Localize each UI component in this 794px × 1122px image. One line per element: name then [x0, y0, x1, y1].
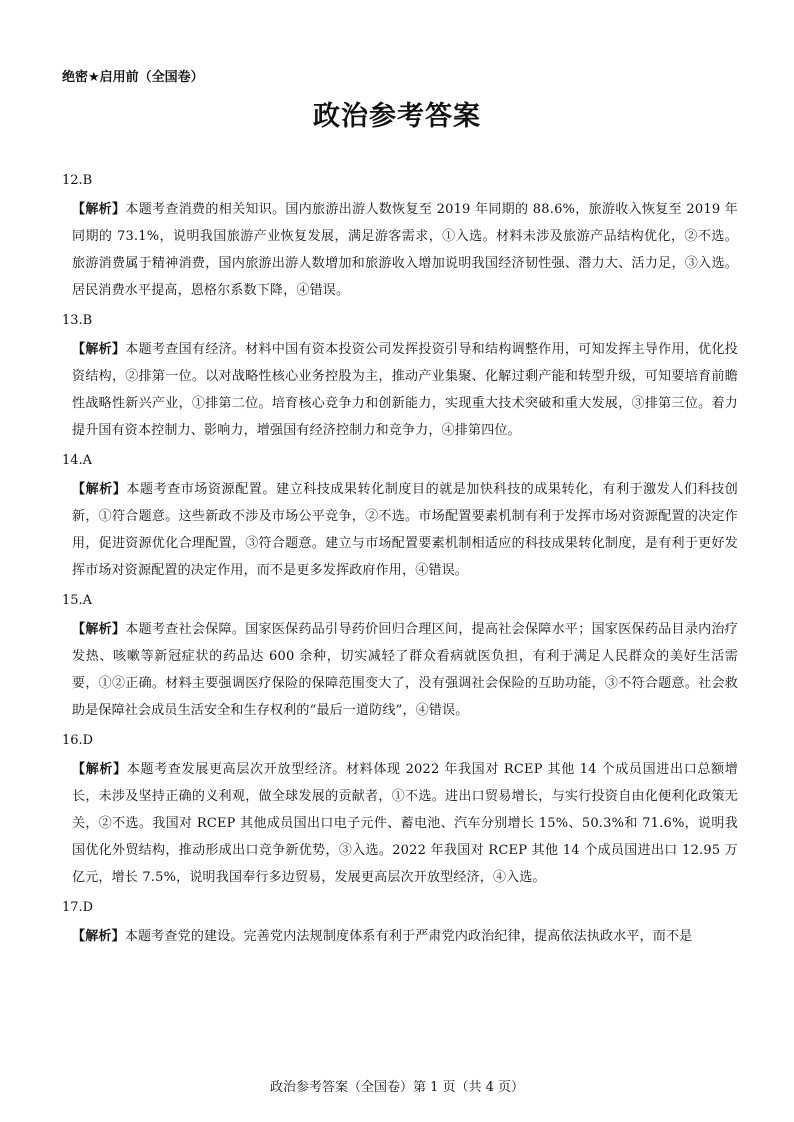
analysis-tag: 【解析】 [72, 929, 125, 944]
question-number: 12.B [62, 173, 93, 188]
analysis-text: 本题考查社会保障。国家医保药品引导药价回归合理区间，提高社会保障水平；国家医保药品目录内治疗发热、咳嗽等新冠症状的药品达 600 余种，切实减轻了群众看病就医负担，有利于满足人民群众的美好生活需要，①②正确。材料主要强调医疗保险的保障范围变大了，没有强调社会保险的互助功能，③不符合题意。社会救助是保障社会成员生活安全和生存权利的“最后一道防线”，④错误。 [72, 622, 738, 718]
analysis-text: 本题考查发展更高层次开放型经济。材料体现 2022 年我国对 RCEP 其他 14 个成员国进出口总额增长，未涉及坚持正确的义利观，做全球发展的贡献者，①不选。进出口贸易增长，与实行投资自由化便利化政策无关，②不选。我国对 RCEP 其他成员国出口电子元件、蓄电池、汽车分别增长 15%、50.3%和 71.6%，说明我国优化外贸结构，推动形成出口竞争新优势，③入选。2022 年我国对 RCEP 其他 14 个成员国进出口 12.95 万亿元，增长 7.5%，说明我国奉行多边贸易，发展更高层次开放型经济，④入选。 [72, 762, 738, 885]
analysis-tag: 【解析】 [72, 762, 127, 777]
analysis-tag: 【解析】 [72, 622, 126, 637]
answers-body [62, 170, 738, 955]
question-number: 17.D [62, 900, 94, 915]
question-number: 16.D [62, 733, 94, 748]
confidential-label: 绝密★启用前（全国卷） [62, 70, 204, 85]
question-number: 14.A [62, 453, 93, 468]
analysis-paragraph [62, 616, 738, 724]
analysis-paragraph [62, 756, 738, 891]
analysis-paragraph [62, 923, 738, 950]
question-number: 15.A [62, 593, 93, 608]
analysis-tag: 【解析】 [72, 342, 126, 357]
analysis-tag: 【解析】 [72, 202, 126, 217]
page-footer: 政治参考答案（全国卷）第 1 页（共 4 页） [269, 1080, 525, 1095]
analysis-text: 本题考查市场资源配置。建立科技成果转化制度目的就是加快科技的成果转化，有利于激发人们科技创新，①符合题意。这些新政不涉及市场公平竞争，②不选。市场配置要素机制有利于发挥市场对资源配置的决定作用，促进资源优化合理配置，③符合题意。建立与市场配置要素机制相适应的科技成果转化制度，是有利于更好发挥市场对资源配置的决定作用，而不是更多发挥政府作用，④错误。 [72, 482, 738, 578]
analysis-text: 本题考查国有经济。材料中国有资本投资公司发挥投资引导和结构调整作用，可知发挥主导作用，优化投资结构，②排第一位。以对战略性核心业务控股为主，推动产业集聚、化解过剩产能和转型升级，可知要培育前瞻性战略性新兴产业，①排第二位。培育核心竞争力和创新能力，实现重大技术突破和重大发展，③排第三位。着力提升国有资本控制力、影响力，增强国有经济控制力和竞争力，④排第四位。 [72, 342, 738, 438]
analysis-paragraph [62, 196, 738, 304]
analysis-paragraph [62, 336, 738, 444]
analysis-text: 本题考查党的建设。完善党内法规制度体系有利于严肃党内政治纪律，提高依法执政水平，而不是 [124, 929, 693, 944]
question-number: 13.B [62, 313, 93, 328]
analysis-tag: 【解析】 [72, 482, 127, 497]
analysis-paragraph [62, 476, 738, 584]
analysis-text: 本题考查消费的相关知识。国内旅游出游人数恢复至 2019 年同期的 88.6%，旅游收入恢复至 2019 年同期的 73.1%，说明我国旅游产业恢复发展，满足游客需求，①入选。材料未涉及旅游产品结构优化，②不选。旅游消费属于精神消费，国内旅游出游人数增加和旅游收入增加说明我国经济韧性强、潜力大、活力足，③入选。居民消费水平提高，恩格尔系数下降，④错误。 [72, 202, 738, 298]
page-title: 政治参考答案 [313, 101, 481, 132]
